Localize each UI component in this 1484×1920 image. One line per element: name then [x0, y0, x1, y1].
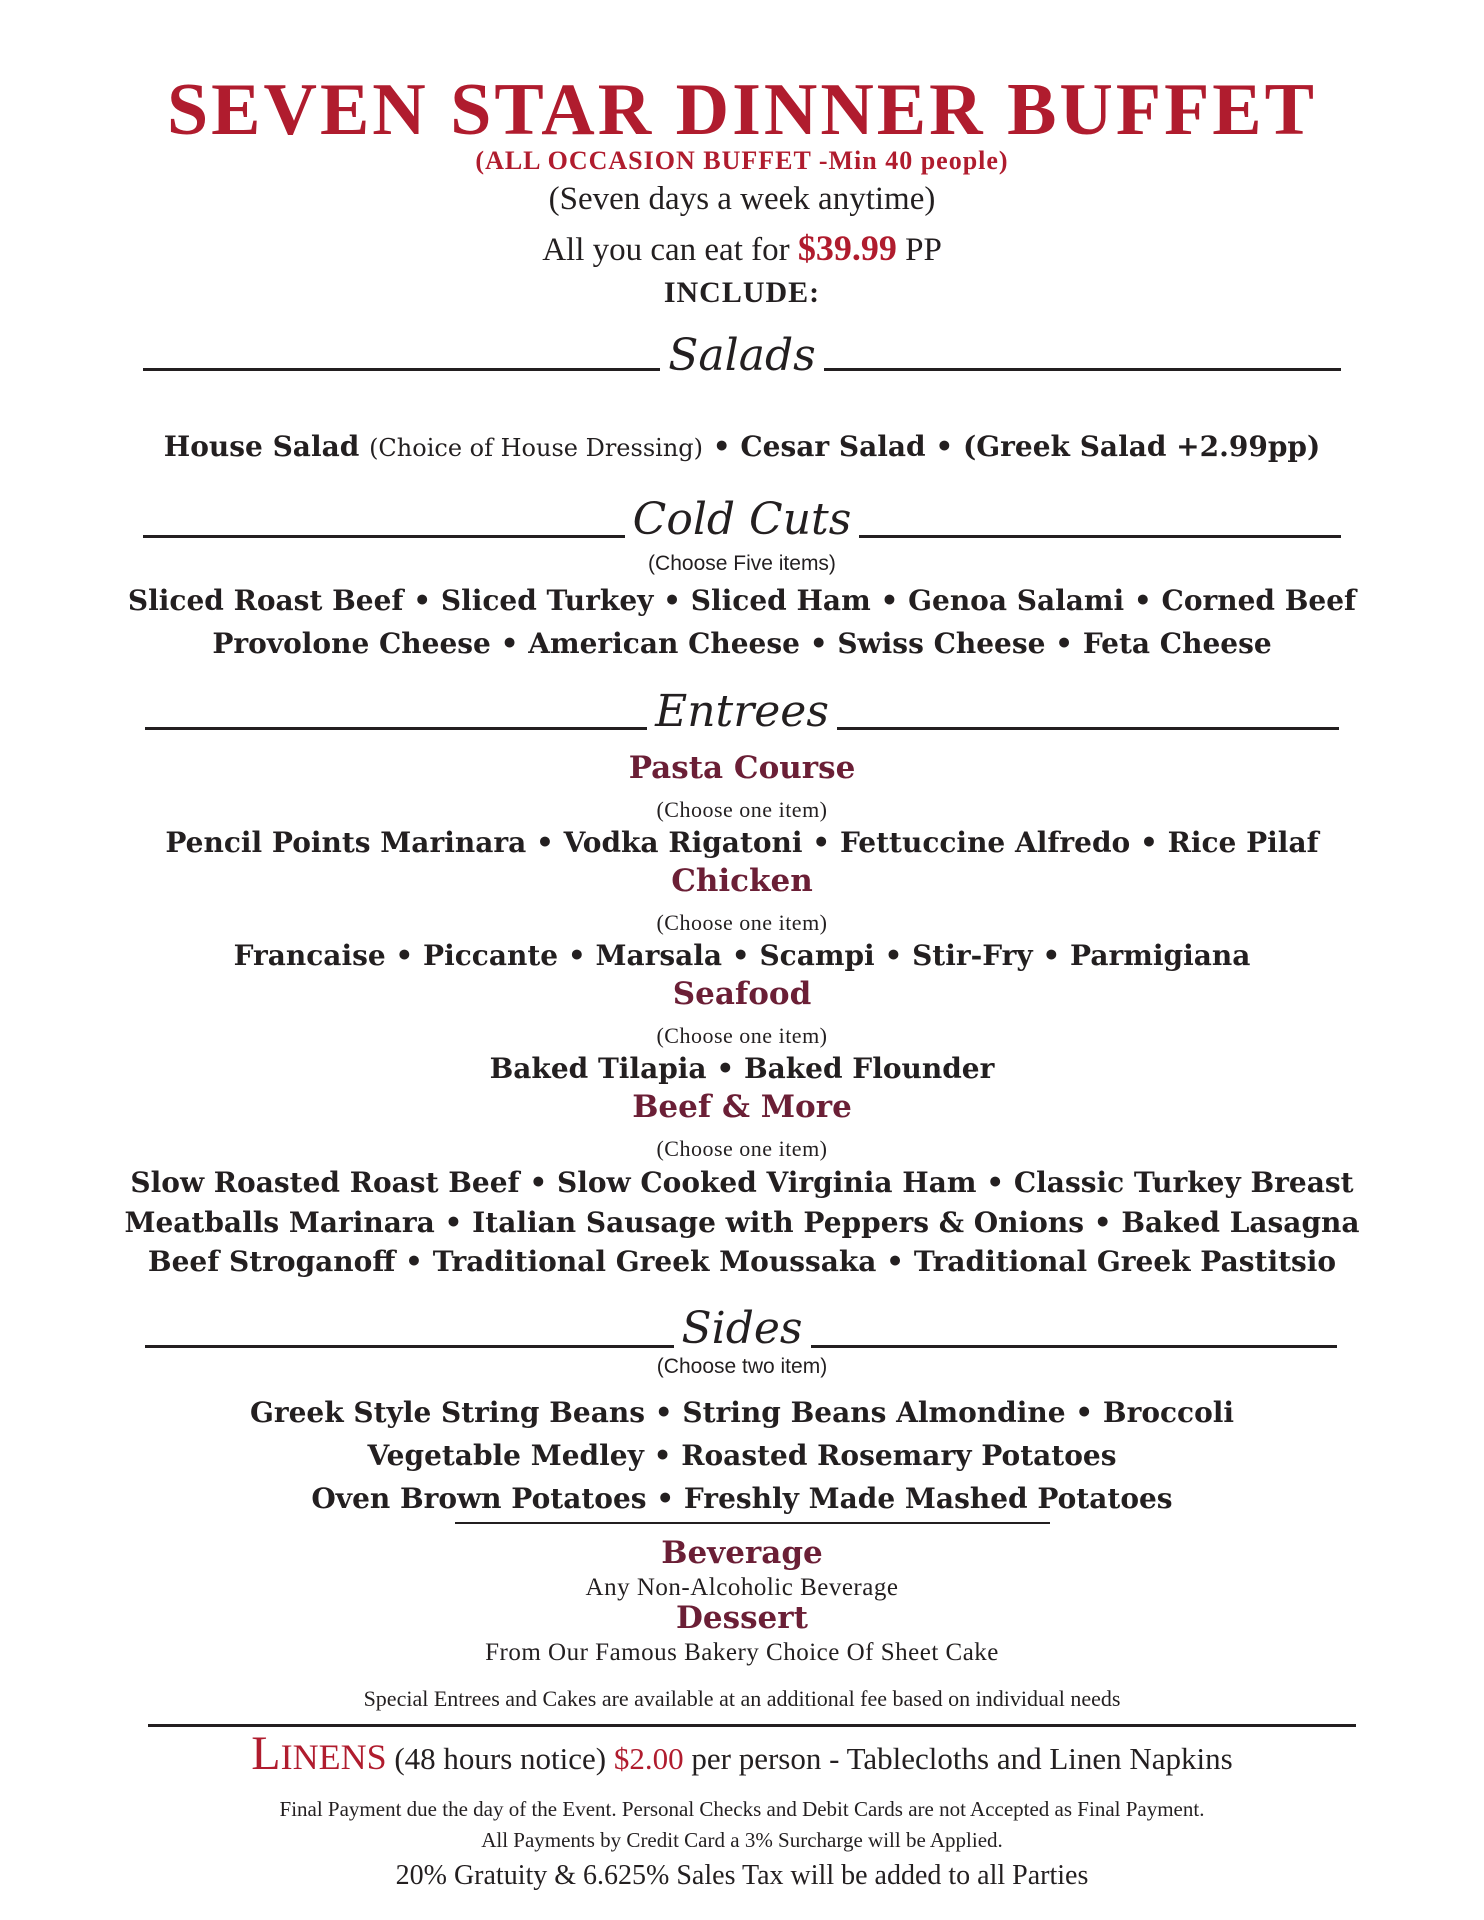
sides-choose: (Choose two item) — [656, 1355, 828, 1378]
pasta-choose: (Choose one item) — [656, 797, 828, 822]
linens-notice: (48 hours notice) — [394, 1741, 607, 1776]
gratuity-note: 20% Gratuity & 6.625% Sales Tax will be added to all Parties — [395, 1860, 1089, 1891]
house-salad-note: (Choice of House Dressing) — [369, 434, 703, 462]
house-salad: House Salad — [163, 430, 360, 463]
pasta-heading: Pasta Course — [628, 750, 856, 786]
beef-line-1: Slow Roasted Roast Beef • Slow Cooked Virginia Ham • Classic Turkey Breast — [130, 1166, 1354, 1199]
availability-text: (Seven days a week anytime) — [548, 181, 936, 217]
dessert-heading: Dessert — [676, 1600, 808, 1636]
sides-line-3: Oven Brown Potatoes • Freshly Made Mashed Potatoes — [311, 1482, 1173, 1515]
payment-note: Final Payment due the day of the Event. Personal Checks and Debit Cards are not Accepted as Final Payment. — [279, 1797, 1205, 1821]
sides-line-1: Greek Style String Beans • String Beans Almondine • Broccoli — [249, 1396, 1235, 1429]
cold-cuts-heading: Cold Cuts — [0, 494, 1484, 545]
menu-subtitle: (ALL OCCASION BUFFET -Min 40 people) — [475, 146, 1009, 175]
surcharge-note: All Payments by Credit Card a 3% Surcharge will be Applied. — [481, 1828, 1003, 1852]
sides-underline — [455, 1522, 1050, 1524]
beverage-text: Any Non-Alcoholic Beverage — [585, 1574, 899, 1601]
seafood-items: Baked Tilapia • Baked Flounder — [489, 1052, 995, 1085]
chicken-items: Francaise • Piccante • Marsala • Scampi • Stir-Fry • Parmigiana — [233, 939, 1251, 972]
menu-title: SEVEN STAR DINNER BUFFET — [167, 69, 1317, 151]
linens-details: per person - Tablecloths and Linen Napkins — [691, 1741, 1233, 1776]
dessert-text: From Our Famous Bakery Choice Of Sheet Cake — [485, 1639, 999, 1666]
include-heading: INCLUDE: — [663, 276, 821, 309]
pasta-items: Pencil Points Marinara • Vodka Rigatoni • Fettuccine Alfredo • Rice Pilaf — [165, 826, 1319, 859]
price-suffix: PP — [905, 232, 942, 268]
salads-heading: Salads — [0, 330, 1484, 381]
cold-cuts-line-1: Sliced Roast Beef • Sliced Turkey • Sliced Ham • Genoa Salami • Corned Beef — [127, 584, 1357, 617]
linens-amount: $2.00 — [613, 1741, 684, 1776]
special-note: Special Entrees and Cakes are available at an additional fee based on individual needs — [363, 1686, 1121, 1711]
salads-items — [0, 430, 1484, 463]
price-prefix: All you can eat for — [542, 232, 790, 268]
seafood-choose: (Choose one item) — [656, 1023, 828, 1048]
linens-label-first: L — [251, 1727, 281, 1780]
cold-cuts-line-2: Provolone Cheese • American Cheese • Swiss Cheese • Feta Cheese — [212, 627, 1272, 660]
entrees-heading: Entrees — [0, 686, 1484, 737]
cold-cuts-choose: (Choose Five items) — [648, 552, 836, 575]
chicken-heading: Chicken — [671, 863, 813, 899]
beef-heading: Beef & More — [632, 1089, 852, 1125]
beef-line-2: Meatballs Marinara • Italian Sausage with Peppers & Onions • Baked Lasagna — [124, 1206, 1360, 1239]
price-line — [0, 227, 1484, 269]
salad-options: • Cesar Salad • (Greek Salad +2.99pp) — [712, 430, 1321, 463]
beef-choose: (Choose one item) — [656, 1136, 828, 1161]
seafood-heading: Seafood — [672, 976, 812, 1012]
sides-line-2: Vegetable Medley • Roasted Rosemary Potatoes — [367, 1439, 1117, 1472]
beverage-heading: Beverage — [661, 1535, 823, 1571]
chicken-choose: (Choose one item) — [656, 910, 828, 935]
beef-line-3: Beef Stroganoff • Traditional Greek Moussaka • Traditional Greek Pastitsio — [147, 1245, 1337, 1278]
linens-label-rest: INENS — [280, 1737, 387, 1777]
price-value: $39.99 — [797, 228, 897, 268]
sides-heading: Sides — [0, 1303, 1484, 1354]
linens-line — [0, 1726, 1484, 1781]
